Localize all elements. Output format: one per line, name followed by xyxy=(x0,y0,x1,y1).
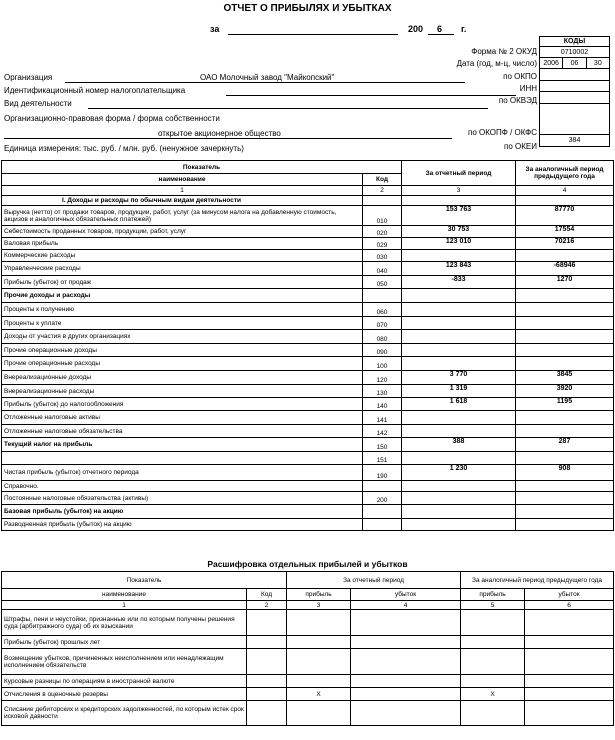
table-row xyxy=(2,492,614,505)
detail-num-5: 5 xyxy=(461,601,525,610)
row-code: 080 xyxy=(363,330,402,344)
pnl-table xyxy=(1,160,614,531)
row-code: 090 xyxy=(363,344,402,357)
row-name: Отложенные налоговые активы xyxy=(2,411,363,425)
detail-row-loss xyxy=(351,610,461,636)
row-code xyxy=(363,196,402,206)
detail-row-code xyxy=(247,675,287,688)
detail-row-name: Штрафы, пени и неустойки, признанные или по которым получены решения суда (арбитражного суда) об их взыскании xyxy=(2,610,247,636)
detail-row-profit2: X xyxy=(461,688,525,701)
detail-num-2: 2 xyxy=(247,601,287,610)
row-code: 040 xyxy=(363,262,402,276)
date-year: 2006 xyxy=(540,58,563,69)
table-row xyxy=(2,317,614,330)
row-code: 100 xyxy=(363,357,402,371)
detail-row-profit2 xyxy=(461,675,525,688)
row-name: Текущий налог на прибыль xyxy=(2,438,363,452)
table-row xyxy=(2,226,614,238)
date-label: Дата (год, м-ц, число) xyxy=(456,59,537,68)
row-code: 140 xyxy=(363,398,402,411)
detail-row-profit2 xyxy=(461,610,525,636)
row-name: Управленческие расходы xyxy=(2,262,363,276)
table-row xyxy=(2,276,614,289)
table-row xyxy=(2,649,614,675)
table-row xyxy=(2,344,614,357)
table-row xyxy=(2,701,614,726)
row-current: 123 843 xyxy=(402,262,516,276)
org-value: ОАО Молочный завод "Майкопский" xyxy=(200,73,335,82)
year-line xyxy=(428,34,454,35)
detail-row-loss2 xyxy=(525,636,614,649)
inn-code-label: ИНН xyxy=(519,84,537,93)
detail-row-loss xyxy=(351,701,461,726)
detail-row-name: Курсовые разницы по операциям в иностранной валюте xyxy=(2,675,247,688)
row-name: Прочие операционные расходы xyxy=(2,357,363,371)
row-previous xyxy=(516,289,614,303)
row-name: Справочно. xyxy=(2,481,363,492)
table-row xyxy=(2,610,614,636)
row-previous: 87770 xyxy=(516,206,614,226)
row-previous xyxy=(516,481,614,492)
table-row xyxy=(2,411,614,425)
codes-box xyxy=(539,36,610,147)
col-num-4: 4 xyxy=(516,186,614,196)
okpo-value xyxy=(540,69,610,81)
row-name: Прибыль (убыток) до налогообложения xyxy=(2,398,363,411)
table-row xyxy=(2,371,614,385)
okpo-label: по ОКПО xyxy=(503,72,537,81)
detail-col-loss: убыток xyxy=(351,589,461,601)
row-current xyxy=(402,505,516,519)
row-code: 029 xyxy=(363,238,402,250)
detail-row-profit2 xyxy=(461,649,525,675)
row-current xyxy=(402,481,516,492)
row-name: Выручка (нетто) от продажи товаров, продукции, работ, услуг (за минусом налога на добавленную стоимость, акцизов и аналогичных обязательных платежей) xyxy=(2,206,363,226)
year-prefix: 200 xyxy=(408,24,424,34)
detail-row-loss2 xyxy=(525,688,614,701)
detail-row-loss xyxy=(351,649,461,675)
row-previous: -68946 xyxy=(516,262,614,276)
row-code xyxy=(363,289,402,303)
legal-value: открытое акционерное общество xyxy=(158,129,281,138)
row-code: 050 xyxy=(363,276,402,289)
row-current xyxy=(402,250,516,262)
form-label: Форма № 2 ОКУД xyxy=(471,47,537,56)
detail-num-3: 3 xyxy=(287,601,351,610)
table-row xyxy=(2,688,614,701)
detail-row-name: Списание дебиторских и кредиторских задолженностей, по которым истек срок исковой давности xyxy=(2,701,247,726)
row-current xyxy=(402,330,516,344)
detail-row-code xyxy=(247,610,287,636)
table-row xyxy=(2,330,614,344)
table-row xyxy=(2,250,614,262)
detail-col-indicator: Показатель xyxy=(2,572,287,589)
okved-value xyxy=(540,92,610,104)
table-row xyxy=(2,357,614,371)
row-previous: 1270 xyxy=(516,276,614,289)
row-previous xyxy=(516,357,614,371)
inn-line xyxy=(226,95,516,96)
col-num-3: 3 xyxy=(402,186,516,196)
row-current xyxy=(402,425,516,438)
unit-label: Единица измерения: тыс. руб. / млн. руб. (ненужное зачеркнуть) xyxy=(4,144,244,153)
detail-row-loss2 xyxy=(525,675,614,688)
detail-row-name: Возмещение убытков, причиненных неисполнением или ненадлежащим исполнением обязательств xyxy=(2,649,247,675)
activity-label: Вид деятельности xyxy=(4,99,72,108)
table-row xyxy=(2,238,614,250)
year-suffix: 6 xyxy=(437,24,443,34)
detail-row-code xyxy=(247,649,287,675)
row-code: 020 xyxy=(363,226,402,238)
detail-row-loss xyxy=(351,675,461,688)
row-previous xyxy=(516,452,614,465)
detail-row-loss xyxy=(351,688,461,701)
row-name xyxy=(2,452,363,465)
row-name: I. Доходы и расходы по обычным видам деятельности xyxy=(2,196,363,206)
detail-title: Расшифровка отдельных прибылей и убытков xyxy=(207,559,408,569)
detail-row-profit xyxy=(287,636,351,649)
row-previous xyxy=(516,303,614,317)
row-previous xyxy=(516,425,614,438)
row-previous xyxy=(516,411,614,425)
row-name: Разводненная прибыль (убыток) на акцию xyxy=(2,519,363,531)
row-name: Прочие доходы и расходы xyxy=(2,289,363,303)
detail-table xyxy=(1,571,614,726)
okopf-value xyxy=(540,104,610,135)
table-row xyxy=(2,425,614,438)
period-za: за xyxy=(210,24,220,34)
row-current xyxy=(402,196,516,206)
detail-col-current: За отчетный период xyxy=(287,572,461,589)
col-current: За отчетный период xyxy=(402,161,516,186)
detail-row-profit xyxy=(287,675,351,688)
table-row xyxy=(2,303,614,317)
row-code: 190 xyxy=(363,465,402,481)
legal-label: Организационно-правовая форма / форма собственности xyxy=(4,114,220,123)
table-row xyxy=(2,465,614,481)
row-code: 070 xyxy=(363,317,402,330)
row-previous xyxy=(516,250,614,262)
table-row xyxy=(2,481,614,492)
col-name: наименование xyxy=(2,174,363,186)
inn-value xyxy=(540,81,610,92)
table-row xyxy=(2,398,614,411)
row-current xyxy=(402,492,516,505)
activity-line xyxy=(88,108,488,109)
detail-col-code: Код xyxy=(247,589,287,601)
row-name: Валовая прибыль xyxy=(2,238,363,250)
row-current: 123 010 xyxy=(402,238,516,250)
row-previous xyxy=(516,492,614,505)
row-current xyxy=(402,303,516,317)
row-code: 130 xyxy=(363,385,402,398)
okopf-label: по ОКОПФ / ОКФС xyxy=(468,128,537,137)
row-current: 153 763 xyxy=(402,206,516,226)
detail-row-loss2 xyxy=(525,649,614,675)
row-previous: 17554 xyxy=(516,226,614,238)
detail-row-profit xyxy=(287,610,351,636)
row-code: 150 xyxy=(363,438,402,452)
detail-row-loss xyxy=(351,636,461,649)
okei-label: по ОКЕИ xyxy=(504,142,537,151)
row-previous xyxy=(516,519,614,531)
row-name: Базовая прибыль (убыток) на акцию xyxy=(2,505,363,519)
date-month: 06 xyxy=(563,58,586,69)
table-row xyxy=(2,385,614,398)
row-code xyxy=(363,505,402,519)
row-previous: 908 xyxy=(516,465,614,481)
row-current: 30 753 xyxy=(402,226,516,238)
row-code xyxy=(363,519,402,531)
table-row xyxy=(2,505,614,519)
row-current: 1 319 xyxy=(402,385,516,398)
row-previous xyxy=(516,330,614,344)
col-code: Код xyxy=(363,174,402,186)
okei-value: 384 xyxy=(540,135,610,147)
table-row xyxy=(2,206,614,226)
legal-line xyxy=(4,138,452,139)
detail-row-profit2 xyxy=(461,701,525,726)
row-code: 151 xyxy=(363,452,402,465)
row-code: 120 xyxy=(363,371,402,385)
row-code: 060 xyxy=(363,303,402,317)
row-current: 388 xyxy=(402,438,516,452)
detail-col-loss2: убыток xyxy=(525,589,614,601)
row-name: Проценты к получению xyxy=(2,303,363,317)
row-name: Прочие операционные доходы xyxy=(2,344,363,357)
row-current xyxy=(402,289,516,303)
row-previous: 287 xyxy=(516,438,614,452)
detail-col-profit: прибыль xyxy=(287,589,351,601)
row-current xyxy=(402,357,516,371)
col-num-1: 1 xyxy=(2,186,363,196)
codes-title: КОДЫ xyxy=(540,37,610,47)
okved-label: по ОКВЭД xyxy=(498,96,537,105)
detail-num-6: 6 xyxy=(525,601,614,610)
table-row xyxy=(2,438,614,452)
org-label: Организация xyxy=(4,73,53,82)
detail-row-loss2 xyxy=(525,610,614,636)
table-row xyxy=(2,262,614,276)
col-num-2: 2 xyxy=(363,186,402,196)
row-previous xyxy=(516,317,614,330)
row-name: Прибыль (убыток) от продаж xyxy=(2,276,363,289)
col-prev: За аналогичный период предыдущего года xyxy=(516,161,614,186)
form-code: 0710002 xyxy=(540,47,610,58)
row-current: 1 618 xyxy=(402,398,516,411)
table-row xyxy=(2,196,614,206)
detail-row-loss2 xyxy=(525,701,614,726)
table-row xyxy=(2,519,614,531)
row-name: Внереализационные расходы xyxy=(2,385,363,398)
date-day: 30 xyxy=(586,58,609,69)
row-previous xyxy=(516,196,614,206)
row-current xyxy=(402,411,516,425)
detail-row-code xyxy=(247,636,287,649)
row-name: Внереализационные доходы xyxy=(2,371,363,385)
table-row xyxy=(2,289,614,303)
row-previous: 3845 xyxy=(516,371,614,385)
row-previous xyxy=(516,505,614,519)
year-unit: г. xyxy=(461,24,467,34)
table-row xyxy=(2,675,614,688)
detail-row-profit xyxy=(287,701,351,726)
detail-row-code xyxy=(247,701,287,726)
row-code: 141 xyxy=(363,411,402,425)
detail-row-profit: X xyxy=(287,688,351,701)
detail-col-prev: За аналогичный период предыдущего года xyxy=(461,572,614,589)
period-line xyxy=(228,34,398,35)
row-current xyxy=(402,519,516,531)
table-row xyxy=(2,636,614,649)
row-name: Отложенные налоговые обязательства xyxy=(2,425,363,438)
detail-row-profit xyxy=(287,649,351,675)
report-title: ОТЧЕТ О ПРИБЫЛЯХ И УБЫТКАХ xyxy=(223,3,392,14)
table-row xyxy=(2,452,614,465)
row-current xyxy=(402,317,516,330)
row-name: Себестоимость проданных товаров, продукции, работ, услуг xyxy=(2,226,363,238)
org-line xyxy=(65,82,465,83)
row-name: Коммерческие расходы xyxy=(2,250,363,262)
detail-row-name: Отчисления в оценочные резервы xyxy=(2,688,247,701)
detail-col-profit2: прибыль xyxy=(461,589,525,601)
detail-col-name: наименование xyxy=(2,589,247,601)
row-code: 142 xyxy=(363,425,402,438)
detail-num-4: 4 xyxy=(351,601,461,610)
row-code xyxy=(363,481,402,492)
inn-label: Идентификационный номер налогоплательщика xyxy=(4,86,186,95)
row-current: 1 230 xyxy=(402,465,516,481)
row-previous xyxy=(516,344,614,357)
detail-row-profit2 xyxy=(461,636,525,649)
row-current xyxy=(402,452,516,465)
detail-num-1: 1 xyxy=(2,601,247,610)
row-code: 030 xyxy=(363,250,402,262)
row-name: Доходы от участия в других организациях xyxy=(2,330,363,344)
col-indicator: Показатель xyxy=(2,161,402,174)
row-current: 3 770 xyxy=(402,371,516,385)
row-code: 010 xyxy=(363,206,402,226)
row-previous: 70216 xyxy=(516,238,614,250)
row-name: Чистая прибыль (убыток) отчетного периода xyxy=(2,465,363,481)
row-previous: 1195 xyxy=(516,398,614,411)
detail-row-name: Прибыль (убыток) прошлых лет xyxy=(2,636,247,649)
row-name: Проценты к уплате xyxy=(2,317,363,330)
row-code: 200 xyxy=(363,492,402,505)
detail-row-code xyxy=(247,688,287,701)
row-previous: 3920 xyxy=(516,385,614,398)
row-current xyxy=(402,344,516,357)
row-name: Постоянные налоговые обязательства (активы) xyxy=(2,492,363,505)
row-current: -833 xyxy=(402,276,516,289)
